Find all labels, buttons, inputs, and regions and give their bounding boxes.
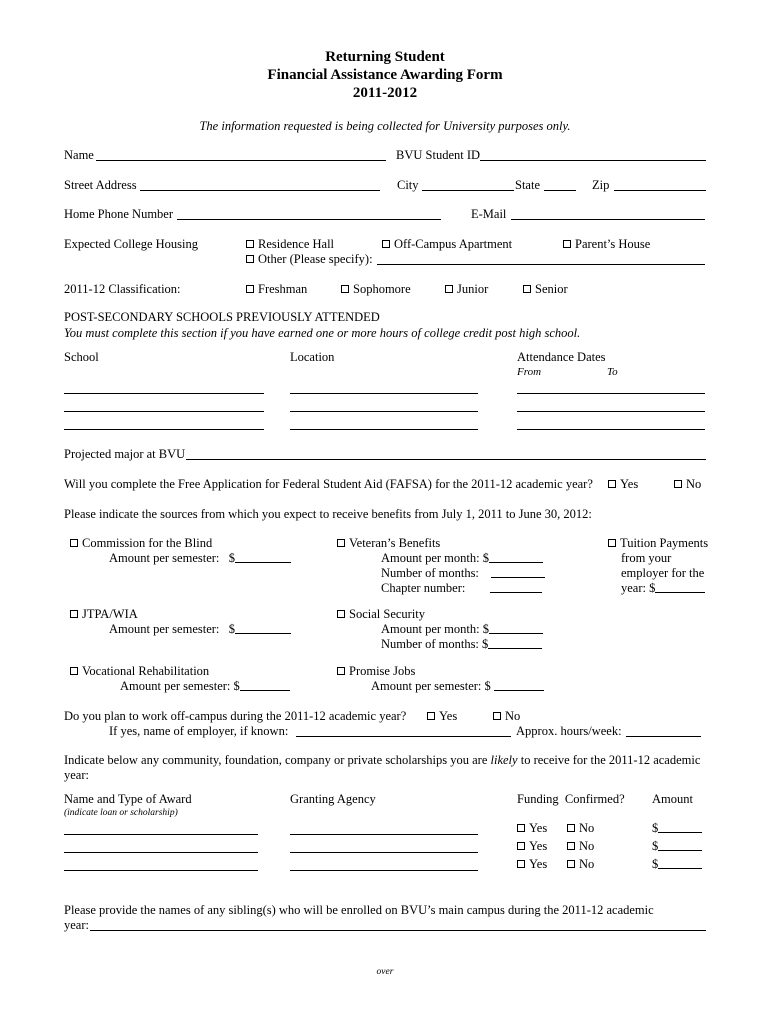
amount-field-row: $ xyxy=(652,857,702,872)
tuition-amount-field[interactable] xyxy=(655,581,705,593)
checkbox-icon[interactable] xyxy=(517,842,525,850)
amount-field[interactable] xyxy=(658,857,702,869)
siblings-question: Please provide the names of any sibling(s) who will be enrolled on BVU’s main campus during the 2011-12 academic xyxy=(64,903,654,917)
funding-no-option[interactable] xyxy=(567,857,594,872)
over-note: over xyxy=(376,967,394,977)
funding-no-label: No xyxy=(579,857,595,871)
col-dates-header: Attendance Dates xyxy=(517,350,606,364)
funding-yes-label: Yes xyxy=(529,857,548,871)
benefit-veterans-option[interactable] xyxy=(337,536,440,551)
housing-other-field[interactable] xyxy=(377,264,705,265)
funding-yes-option[interactable] xyxy=(517,821,547,836)
form-title-line2: Financial Assistance Awarding Form xyxy=(267,67,503,83)
veterans-amount-field[interactable] xyxy=(489,551,543,563)
classification-junior-option[interactable] xyxy=(445,282,488,297)
fafsa-yes-option[interactable] xyxy=(608,477,638,492)
agency-field[interactable] xyxy=(290,834,478,835)
work-no-option[interactable] xyxy=(493,709,520,724)
jtpa-label: JTPA/WIA xyxy=(82,607,138,621)
social-months-label: Number of months: $ xyxy=(381,637,542,652)
fafsa-no-label: No xyxy=(686,477,702,491)
checkbox-icon[interactable] xyxy=(341,285,349,293)
award-name-field[interactable] xyxy=(64,870,258,871)
checkbox-icon[interactable] xyxy=(517,824,525,832)
siblings-field[interactable] xyxy=(90,930,706,931)
location-field[interactable] xyxy=(290,393,478,394)
fafsa-yes-label: Yes xyxy=(620,477,639,491)
work-yes-label: Yes xyxy=(439,709,458,723)
veterans-chapter-field[interactable] xyxy=(490,581,542,593)
location-field[interactable] xyxy=(290,411,478,412)
classification-freshman-option[interactable] xyxy=(246,282,307,297)
work-no-label: No xyxy=(505,709,521,723)
senior-label: Senior xyxy=(535,282,568,296)
vocational-amount-field[interactable] xyxy=(240,679,290,691)
funding-yes-label: Yes xyxy=(529,839,548,853)
funding-no-option[interactable] xyxy=(567,821,594,836)
checkbox-icon[interactable] xyxy=(70,610,78,618)
dates-field[interactable] xyxy=(517,429,705,430)
siblings-year-label: year: xyxy=(64,918,89,932)
fafsa-question: Will you complete the Free Application for Federal Student Aid (FAFSA) for the 2011-12 academic year? xyxy=(64,477,593,491)
vocational-label: Vocational Rehabilitation xyxy=(82,664,210,678)
dates-field[interactable] xyxy=(517,411,705,412)
promise-jobs-label: Promise Jobs xyxy=(349,664,416,678)
other-label: Other (Please specify): xyxy=(258,252,373,266)
col-award-name-header: Name and Type of Award xyxy=(64,792,192,806)
checkbox-icon[interactable] xyxy=(246,240,254,248)
checkbox-icon[interactable] xyxy=(337,610,345,618)
jtpa-amount-label: Amount per semester: $ xyxy=(109,622,291,637)
phone-field[interactable] xyxy=(177,219,441,220)
col-award-name-note: (indicate loan or scholarship) xyxy=(64,808,178,818)
veterans-amount-label: Amount per month: $ xyxy=(381,551,543,566)
amount-field[interactable] xyxy=(658,821,702,833)
form-title-line1: Returning Student xyxy=(325,49,445,65)
checkbox-icon[interactable] xyxy=(70,539,78,547)
checkbox-icon[interactable] xyxy=(608,539,616,547)
employer-field[interactable] xyxy=(296,736,511,737)
classification-senior-option[interactable] xyxy=(523,282,568,297)
award-name-field[interactable] xyxy=(64,834,258,835)
benefit-promise-jobs-option[interactable] xyxy=(337,664,415,679)
funding-no-label: No xyxy=(579,821,595,835)
street-label: Street Address xyxy=(64,178,137,192)
funding-yes-option[interactable] xyxy=(517,839,547,854)
schools-heading: POST-SECONDARY SCHOOLS PREVIOUSLY ATTENDED xyxy=(64,310,380,324)
work-yes-option[interactable] xyxy=(427,709,457,724)
checkbox-icon[interactable] xyxy=(567,824,575,832)
checkbox-icon[interactable] xyxy=(608,480,616,488)
phone-label: Home Phone Number xyxy=(64,207,174,221)
benefit-blind-option[interactable] xyxy=(70,536,212,551)
social-security-label: Social Security xyxy=(349,607,426,621)
email-field[interactable] xyxy=(511,219,705,220)
jtpa-amount-field[interactable] xyxy=(235,622,291,634)
dates-field[interactable] xyxy=(517,393,705,394)
city-field[interactable] xyxy=(422,190,514,191)
blind-label: Commission for the Blind xyxy=(82,536,213,550)
benefit-tuition-option[interactable] xyxy=(608,536,708,551)
scholarships-intro: Indicate below any community, foundation, company or private scholarships you are likely to receive for the 2011-12 academic xyxy=(64,753,701,767)
veterans-months-field[interactable] xyxy=(491,566,545,578)
checkbox-icon[interactable] xyxy=(567,860,575,868)
checkbox-icon[interactable] xyxy=(523,285,531,293)
blind-amount-label: Amount per semester: $ xyxy=(109,551,291,566)
tuition-amount-label: year: $ xyxy=(621,581,705,596)
parents-house-label: Parent’s House xyxy=(575,237,651,251)
col-funding-header: Funding Confirmed? xyxy=(517,792,625,806)
award-name-field[interactable] xyxy=(64,852,258,853)
tuition-label-2: from your xyxy=(621,551,672,565)
amount-field[interactable] xyxy=(658,839,702,851)
col-amount-header: Amount xyxy=(652,792,693,806)
location-field[interactable] xyxy=(290,429,478,430)
employer-label: If yes, name of employer, if known: xyxy=(109,724,289,738)
classification-label: 2011-12 Classification: xyxy=(64,282,181,296)
name-label: Name xyxy=(64,148,94,162)
housing-other-option[interactable] xyxy=(246,252,373,267)
col-agency-header: Granting Agency xyxy=(290,792,376,806)
checkbox-icon[interactable] xyxy=(493,712,501,720)
promise-amount-label: Amount per semester: $ xyxy=(371,679,544,694)
major-label: Projected major at BVU xyxy=(64,447,186,461)
form-title-year: 2011-2012 xyxy=(352,85,418,101)
junior-label: Junior xyxy=(457,282,489,296)
student-id-label: BVU Student ID xyxy=(396,148,481,162)
tuition-label-1: Tuition Payments xyxy=(620,536,709,550)
zip-field[interactable] xyxy=(614,190,706,191)
fafsa-no-option[interactable] xyxy=(674,477,701,492)
col-location-header: Location xyxy=(290,350,335,364)
checkbox-icon[interactable] xyxy=(70,667,78,675)
checkbox-icon[interactable] xyxy=(517,860,525,868)
checkbox-icon[interactable] xyxy=(445,285,453,293)
zip-label: Zip xyxy=(592,178,610,192)
sophomore-label: Sophomore xyxy=(353,282,411,296)
name-field[interactable] xyxy=(96,160,386,161)
checkbox-icon[interactable] xyxy=(567,842,575,850)
major-field[interactable] xyxy=(186,459,706,460)
veterans-chapter-label: Chapter number: xyxy=(381,581,542,596)
checkbox-icon[interactable] xyxy=(427,712,435,720)
benefits-intro: Please indicate the sources from which you expect to receive benefits from July 1, 2011 to June 30, 2012: xyxy=(64,507,592,521)
housing-off-campus-option[interactable] xyxy=(382,237,512,252)
col-school-header: School xyxy=(64,350,99,364)
tuition-label-3: employer for the xyxy=(621,566,705,580)
social-months-field[interactable] xyxy=(488,637,542,649)
hours-label: Approx. hours/week: xyxy=(516,724,622,738)
social-amount-field[interactable] xyxy=(489,622,543,634)
social-amount-label: Amount per month: $ xyxy=(381,622,543,637)
school-field[interactable] xyxy=(64,411,264,412)
checkbox-icon[interactable] xyxy=(337,539,345,547)
amount-field-row: $ xyxy=(652,821,702,836)
housing-parents-house-option[interactable] xyxy=(563,237,650,252)
state-label: State xyxy=(515,178,540,192)
funding-yes-option[interactable] xyxy=(517,857,547,872)
email-label: E-Mail xyxy=(471,207,507,221)
vocational-amount-label: Amount per semester: $ xyxy=(120,679,290,694)
promise-amount-field[interactable] xyxy=(494,679,544,691)
housing-residence-hall-option[interactable] xyxy=(246,237,334,252)
housing-label: Expected College Housing xyxy=(64,237,198,251)
classification-sophomore-option[interactable] xyxy=(341,282,411,297)
work-question: Do you plan to work off-campus during the 2011-12 academic year? xyxy=(64,709,407,723)
freshman-label: Freshman xyxy=(258,282,308,296)
agency-field[interactable] xyxy=(290,852,478,853)
schools-note: You must complete this section if you have earned one or more hours of college credit post high school. xyxy=(64,326,581,340)
benefit-social-security-option[interactable] xyxy=(337,607,425,622)
benefit-jtpa-option[interactable] xyxy=(70,607,138,622)
hours-field[interactable] xyxy=(626,736,701,737)
checkbox-icon[interactable] xyxy=(563,240,571,248)
amount-field-row: $ xyxy=(652,839,702,854)
scholarships-intro-year: year: xyxy=(64,768,89,782)
school-field[interactable] xyxy=(64,393,264,394)
street-field[interactable] xyxy=(140,190,380,191)
purpose-statement: The information requested is being collected for University purposes only. xyxy=(199,119,571,133)
off-campus-label: Off-Campus Apartment xyxy=(394,237,513,251)
col-from-header: From xyxy=(517,366,542,378)
state-field[interactable] xyxy=(544,190,576,191)
veterans-months-label: Number of months: xyxy=(381,566,545,581)
col-to-header: To xyxy=(607,366,618,378)
checkbox-icon[interactable] xyxy=(246,255,254,263)
school-field[interactable] xyxy=(64,429,264,430)
checkbox-icon[interactable] xyxy=(337,667,345,675)
blind-amount-field[interactable] xyxy=(235,551,291,563)
student-id-field[interactable] xyxy=(480,160,706,161)
agency-field[interactable] xyxy=(290,870,478,871)
city-label: City xyxy=(397,178,419,192)
checkbox-icon[interactable] xyxy=(246,285,254,293)
funding-yes-label: Yes xyxy=(529,821,548,835)
checkbox-icon[interactable] xyxy=(382,240,390,248)
checkbox-icon[interactable] xyxy=(674,480,682,488)
funding-no-option[interactable] xyxy=(567,839,594,854)
residence-hall-label: Residence Hall xyxy=(258,237,335,251)
veterans-label: Veteran’s Benefits xyxy=(349,536,441,550)
funding-no-label: No xyxy=(579,839,595,853)
benefit-vocational-option[interactable] xyxy=(70,664,209,679)
